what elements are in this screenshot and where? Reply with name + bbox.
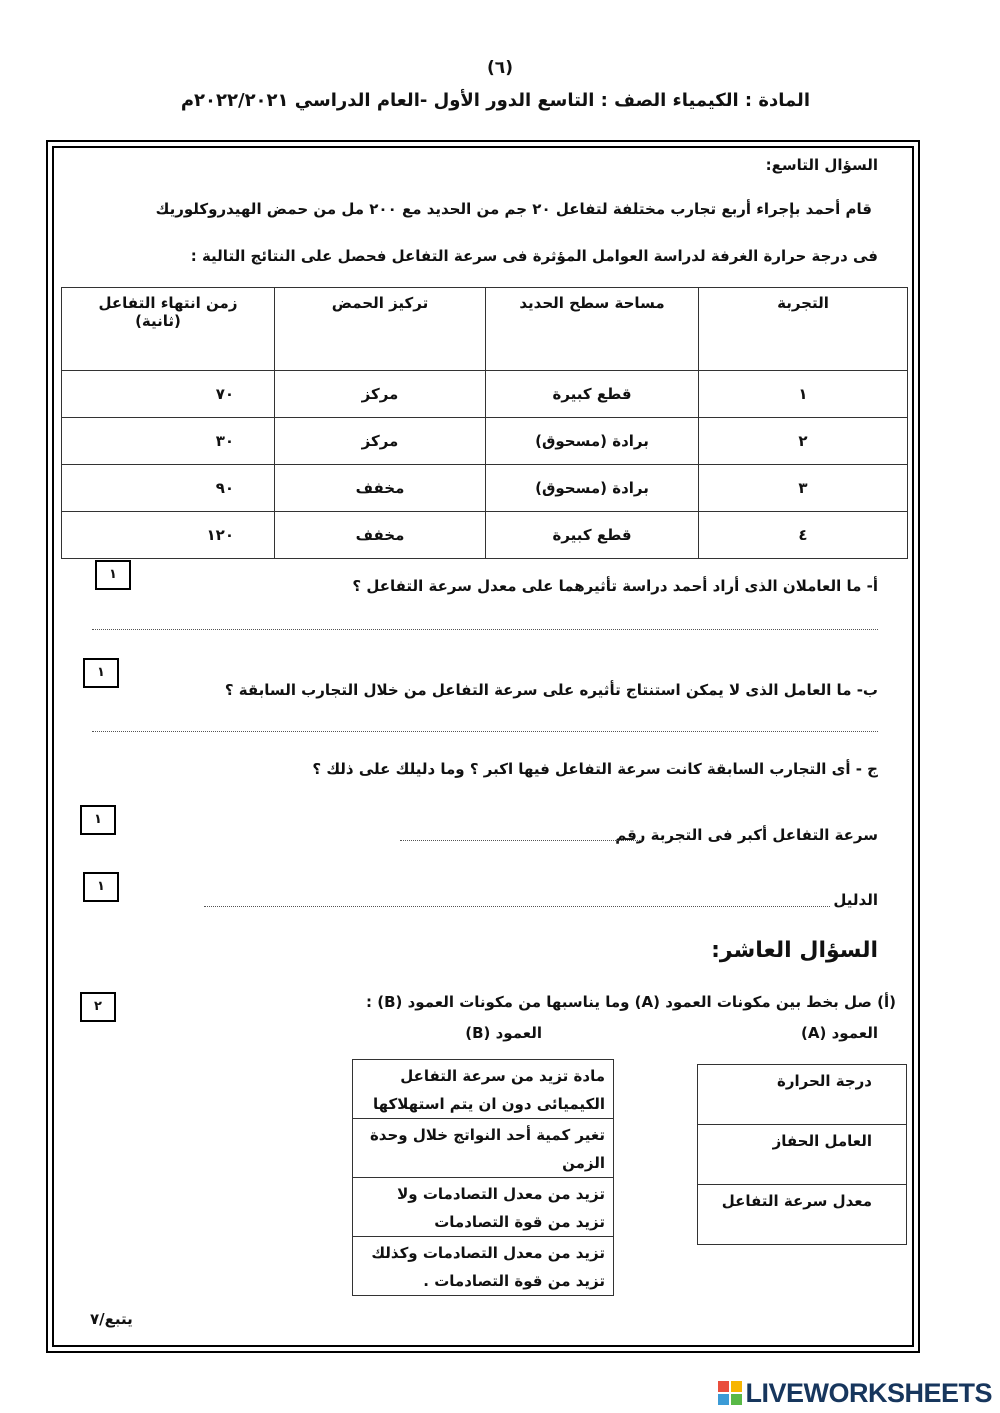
cell-surface: برادة (مسحوق) xyxy=(486,465,699,512)
question-10-title: السؤال العاشر: xyxy=(711,938,878,963)
header-experiment: التجربة xyxy=(699,288,908,371)
answer-line-part-b[interactable] xyxy=(92,731,878,732)
table-row xyxy=(62,418,908,465)
column-b-label: العمود (B) xyxy=(465,1024,542,1042)
cell-surface: برادة (مسحوق) xyxy=(486,418,699,465)
cell-concentration: مخفف xyxy=(275,512,486,559)
question-9-part-c: ج - أى التجارب السابقة كانت سرعة التفاعل فيها اكبر ؟ وما دليلك على ذلك ؟ xyxy=(312,760,878,778)
score-box-part-a: ١ xyxy=(95,560,131,590)
score-box-part-c-2: ١ xyxy=(83,872,119,902)
question-9-part-a: أ- ما العاملان الذى أراد أحمد دراسة تأثيرهما على معدل سرعة التفاعل ؟ xyxy=(352,577,878,595)
cell-concentration: مركز xyxy=(275,418,486,465)
cell-surface: قطع كبيرة xyxy=(486,371,699,418)
answer-line-experiment-number[interactable] xyxy=(400,840,644,841)
answer-line-part-a[interactable] xyxy=(92,629,878,630)
column-b-item-3[interactable]: تزيد من معدل التصادمات ولا تزيد من قوة التصادمات xyxy=(352,1177,614,1237)
column-a-item-1[interactable]: درجة الحرارة xyxy=(697,1064,907,1125)
cell-time: ٣٠ xyxy=(62,418,275,465)
column-b-item-1[interactable]: مادة تزيد من سرعة التفاعل الكيميائى دون ان يتم استهلاكها xyxy=(352,1059,614,1119)
header-acid-concentration: تركيز الحمض xyxy=(275,288,486,371)
cell-concentration: مركز xyxy=(275,371,486,418)
liveworksheets-logo xyxy=(718,1378,992,1409)
cell-time: ٩٠ xyxy=(62,465,275,512)
cell-experiment: ٣ xyxy=(699,465,908,512)
column-b-item-4[interactable]: تزيد من معدل التصادمات وكذلك تزيد من قوة التصادمات . xyxy=(352,1236,614,1296)
question-9-intro-2: فى درجة حرارة الغرفة لدراسة العوامل المؤثرة فى سرعة التفاعل فحصل على النتائج التالية : xyxy=(190,247,878,265)
question-9-part-b: ب- ما العامل الذى لا يمكن استنتاج تأثيره على سرعة التفاعل من خلال التجارب السابقة ؟ xyxy=(224,681,878,699)
cell-concentration: مخفف xyxy=(275,465,486,512)
liveworksheets-wordmark: LIVEWORKSHEETS xyxy=(745,1378,992,1408)
score-box-question-10: ٢ xyxy=(80,992,116,1022)
table-row xyxy=(62,465,908,512)
cell-experiment: ٢ xyxy=(699,418,908,465)
column-b-item-2[interactable]: تغير كمية أحد النواتج خلال وحدة الزمن xyxy=(352,1118,614,1178)
column-a-label: العمود (A) xyxy=(801,1024,878,1042)
table-row xyxy=(62,371,908,418)
table-header-row xyxy=(62,288,908,371)
liveworksheets-badge-icon xyxy=(718,1381,742,1405)
column-a-item-3[interactable]: معدل سرعة التفاعل xyxy=(697,1184,907,1245)
column-a-item-2[interactable]: العامل الحفاز xyxy=(697,1124,907,1185)
cell-time: ٧٠ xyxy=(62,371,275,418)
score-box-part-c-1: ١ xyxy=(80,805,116,835)
question-10-part-a: (أ) صل بخط بين مكونات العمود (A) وما يناسبها من مكونات العمود (B) : xyxy=(366,993,896,1011)
continued-note: يتبع/٧ xyxy=(90,1310,133,1328)
score-box-part-b: ١ xyxy=(83,658,119,688)
question-9-intro-1: قام أحمد بإجراء أربع تجارب مختلفة لتفاعل ٢٠ جم من الحديد مع ٢٠٠ مل من حمض الهيدروكلوريك xyxy=(155,200,872,218)
page-number: (٦) xyxy=(487,58,513,78)
page-header: المادة : الكيمياء الصف : التاسع الدور الأول -العام الدراسي ٢٠٢٢/٢٠٢١م xyxy=(180,90,810,111)
cell-surface: قطع كبيرة xyxy=(486,512,699,559)
answer-line-evidence[interactable] xyxy=(204,906,830,907)
results-table xyxy=(61,287,908,559)
cell-experiment: ١ xyxy=(699,371,908,418)
part-c-experiment-label: سرعة التفاعل أكبر فى التجربة رقم xyxy=(615,826,878,844)
cell-experiment: ٤ xyxy=(699,512,908,559)
table-row xyxy=(62,512,908,559)
cell-time: ١٢٠ xyxy=(62,512,275,559)
part-c-evidence-label: الدليل xyxy=(833,891,878,909)
header-iron-surface-area: مساحة سطح الحديد xyxy=(486,288,699,371)
header-reaction-time: زمن انتهاء التفاعل (ثانية) xyxy=(62,288,275,371)
question-9-title: السؤال التاسع: xyxy=(765,156,878,174)
